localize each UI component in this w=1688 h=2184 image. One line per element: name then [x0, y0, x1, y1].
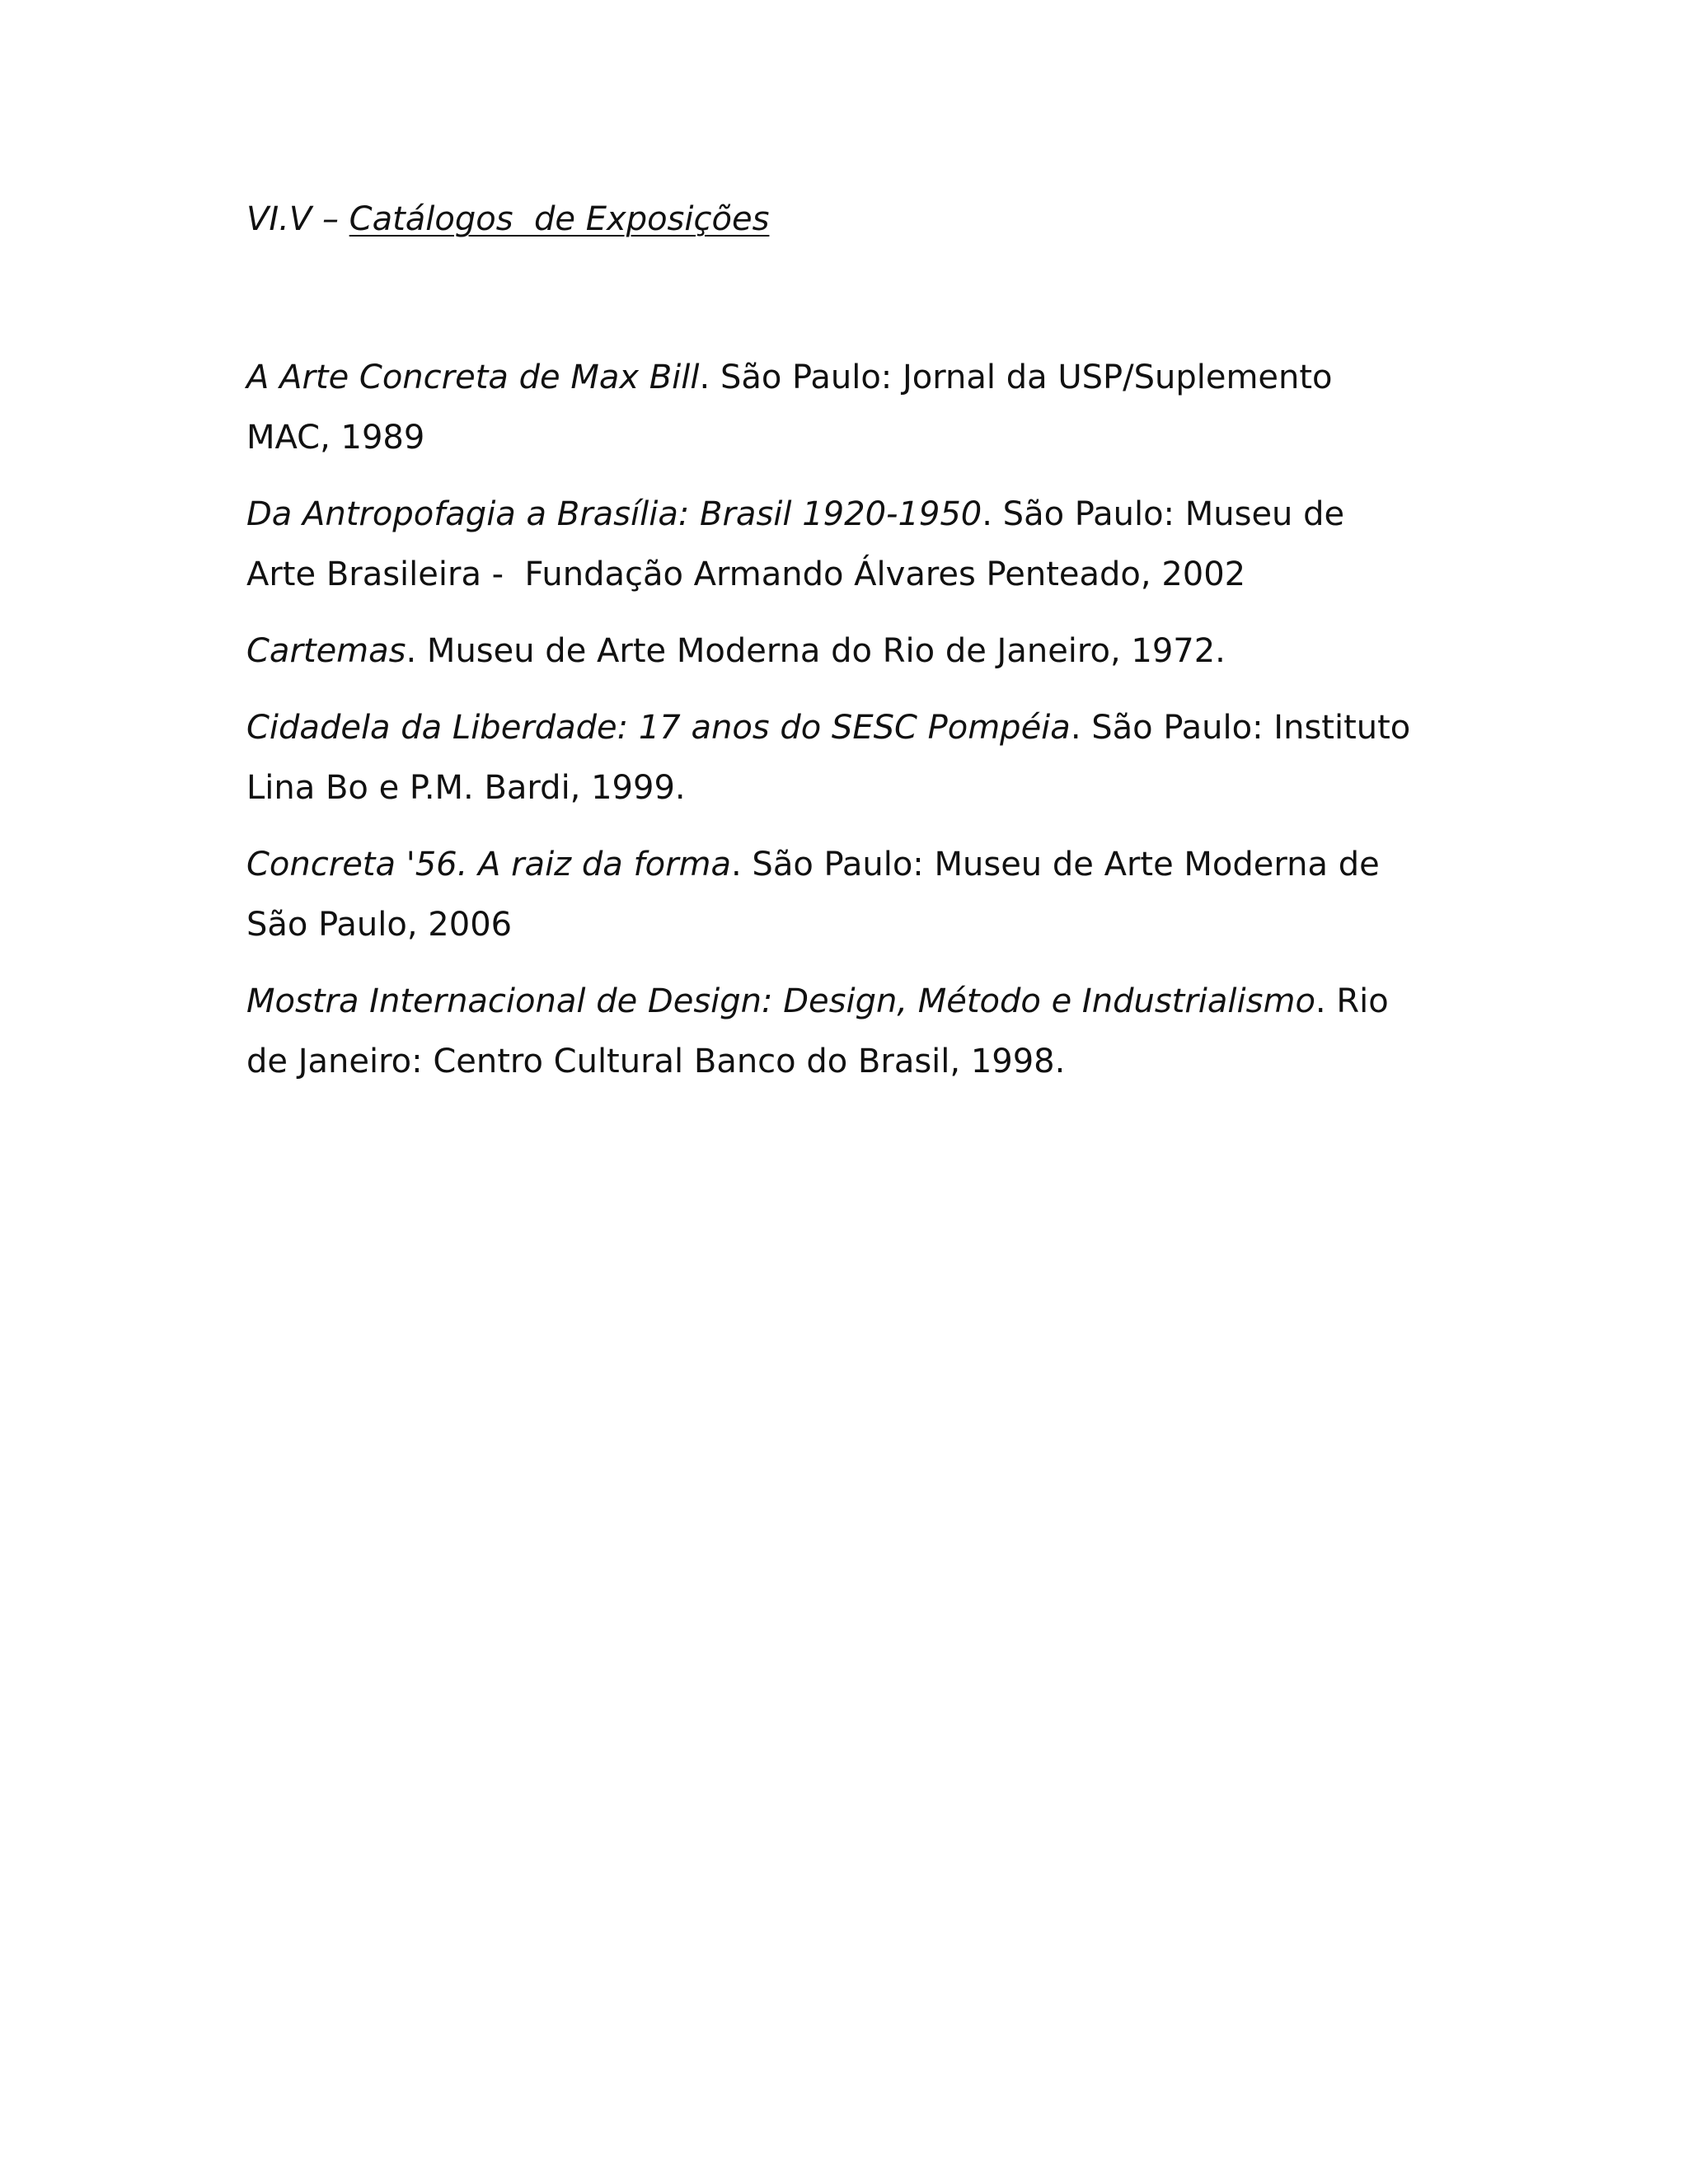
- catalog-details: . Rio de Janeiro: Centro Cultural Banco do Brasil, 1998.: [246, 982, 1389, 1080]
- catalog-details: . São Paulo: Instituto Lina Bo e P.M. Bardi, 1999.: [246, 709, 1411, 807]
- catalog-details: . Museu de Arte Moderna do Rio de Janeiro, 1972.: [406, 632, 1226, 670]
- catalog-title: Concreta '56. A raiz da forma: [246, 846, 731, 883]
- bibliography-entry: [246, 485, 1466, 605]
- catalog-title: Cidadela da Liberdade: 17 anos do SESC Pompéia: [246, 709, 1071, 747]
- section-number: VI.V –: [246, 200, 349, 238]
- catalog-title: Cartemas: [246, 632, 406, 670]
- bibliography-entry: [246, 698, 1466, 818]
- catalog-details: . São Paulo: Jornal da USP/Suplemento MAC, 1989: [246, 359, 1333, 457]
- catalog-title: A Arte Concreta de Max Bill: [246, 359, 700, 396]
- bibliography-entry: [246, 972, 1466, 1092]
- catalog-title: Da Antropofagia a Brasília: Brasil 1920-1950: [246, 495, 982, 533]
- bibliography-entry: [246, 348, 1466, 468]
- bibliography-section: [246, 194, 1466, 1108]
- bibliography-entry: [246, 621, 1466, 682]
- section-heading: [246, 194, 1466, 244]
- catalog-details: . São Paulo: Museu de Arte Brasileira - Fundação Armando Álvares Penteado, 2002: [246, 495, 1345, 593]
- catalog-title: Mostra Internacional de Design: Design, Método e Industrialismo: [246, 982, 1315, 1020]
- catalog-details: . São Paulo: Museu de Arte Moderna de São Paulo, 2006: [246, 846, 1380, 944]
- section-title: Catálogos de Exposições: [349, 200, 770, 238]
- bibliography-entry: [246, 835, 1466, 955]
